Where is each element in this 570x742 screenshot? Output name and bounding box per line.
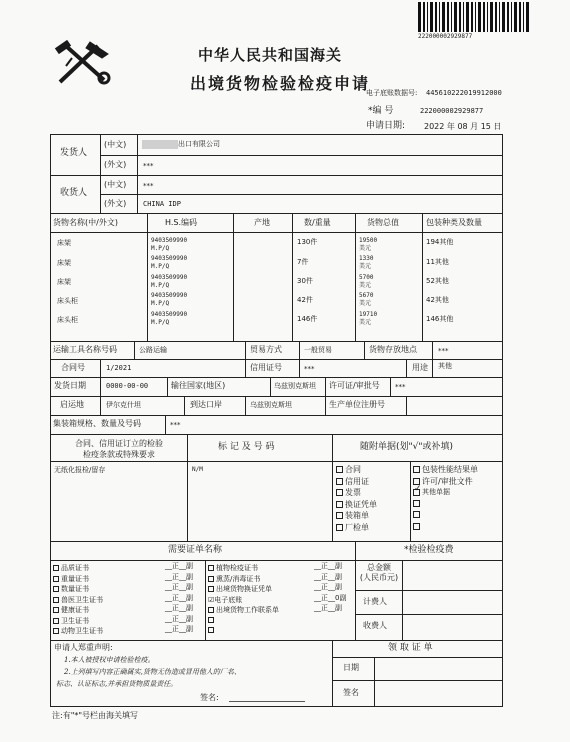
goods-name: 床架 (57, 239, 71, 247)
goods-header-origin: 产地 (254, 218, 270, 227)
doc-label: 其他单据 (422, 488, 450, 496)
cert-label: 重量证书 (61, 574, 89, 583)
goods-pack: 11其他 (426, 258, 449, 266)
doc-label: 装箱单 (345, 511, 369, 520)
dest-country-value: 乌兹别克斯坦 (274, 382, 316, 390)
doc-label: 发票 (345, 488, 361, 497)
container-value: *** (170, 421, 181, 429)
goods-header-value: 货物总值 (367, 218, 399, 227)
sign-label: 签名: (200, 693, 219, 702)
cert-item[interactable] (53, 626, 203, 637)
cert-item[interactable] (208, 626, 354, 637)
fee-header: *检验检疫费 (404, 545, 454, 555)
lc-value: *** (304, 365, 315, 373)
goods-pack: 52其他 (426, 277, 449, 285)
copy-count: __正__副 (314, 583, 342, 591)
goods-header-hs: H.S.编码 (165, 218, 198, 227)
copy-count: __正__副 (314, 562, 342, 570)
copy-count: __正__副 (165, 604, 193, 612)
cert-label: 健康证书 (61, 606, 89, 614)
e-data-no: 445610222019912000 (426, 89, 502, 97)
doc-label: 厂检单 (345, 522, 369, 532)
goods-name: 床头柜 (57, 316, 78, 324)
terms-col3-label: 随附单据(划"√"或补填) (360, 442, 454, 452)
doc-item[interactable] (336, 464, 408, 476)
goods-header-pack: 包装种类及数量 (426, 218, 482, 227)
doc-item[interactable] (336, 487, 408, 499)
transport-tool-value: 公路运输 (139, 346, 167, 354)
goods-name: 床架 (57, 259, 71, 267)
goods-value: 5700 (359, 274, 374, 281)
doc-item[interactable] (336, 499, 408, 511)
terms-col2-value: N/M (192, 466, 203, 473)
consignee-cn-label: (中文) (104, 180, 127, 189)
ship-date-label: 发货日期 (54, 381, 86, 390)
goods-hs: 9403509990 (151, 292, 188, 299)
checkbox[interactable] (208, 565, 214, 571)
cert-item[interactable] (208, 584, 354, 595)
doc-label: 合同 (345, 465, 361, 474)
cert-item[interactable] (53, 563, 203, 574)
doc-item[interactable] (413, 464, 501, 476)
certificates-header: 需要证单名称 (168, 545, 223, 555)
use-value: 其他 (438, 362, 452, 370)
goods-currency: 美元 (359, 282, 372, 289)
depart-value: 伊尔克什坦 (106, 401, 141, 409)
terms-col2-label: 标 记 及 号 码 (218, 442, 275, 452)
copy-count: __正__副 (165, 572, 193, 581)
serial-no: 222000002929877 (420, 107, 484, 115)
consignee-en-value: CHINA IDP (143, 200, 181, 208)
checkbox[interactable] (336, 466, 343, 473)
shipper-label: 发货人 (60, 148, 88, 158)
redacted-block (142, 140, 178, 149)
checkbox[interactable] (208, 586, 214, 592)
shipper-en-label: (外文) (104, 160, 127, 169)
goods-currency: 美元 (359, 245, 372, 252)
doc-item[interactable] (413, 476, 501, 488)
consignee-en-label: (外文) (104, 199, 127, 208)
cert-label: 数量证书 (61, 585, 89, 593)
shipper-cn-label: (中文) (104, 140, 127, 149)
goods-hs-sub: M.P/Q (151, 282, 170, 289)
goods-hs: 9403509990 (151, 311, 188, 318)
cert-label: 熏蒸/消毒证书 (216, 574, 261, 583)
goods-hs-sub: M.P/Q (151, 245, 170, 252)
goods-hs: 9403509990 (151, 237, 188, 244)
checkbox[interactable] (53, 618, 59, 624)
dest-country-label: 输往国家(地区) (171, 381, 226, 390)
date-label: 申请日期: (366, 121, 406, 131)
copy-count: __正__副 (165, 583, 193, 591)
doc-item[interactable] (413, 510, 501, 522)
receive-date-label: 日期 (343, 663, 359, 672)
doc-item[interactable] (336, 522, 408, 534)
declaration-title: 申请人郑重声明: (54, 643, 113, 652)
goods-qty: 146件 (297, 315, 318, 323)
docs-list-right (413, 464, 501, 533)
e-data-no-label: 电子底账数据号: (366, 89, 418, 97)
date-value: 2022 年 08 月 15 日 (424, 122, 502, 131)
cert-label: 出境货物换证凭单 (216, 585, 272, 593)
certs-left (53, 563, 203, 637)
depart-label: 启运地 (60, 400, 84, 409)
cert-label: 出境货物工作联系单 (216, 606, 279, 614)
ship-date-value: 0000-00-00 (106, 382, 149, 390)
declaration-line1: 1.本人被授权申请检验检疫。 (64, 656, 155, 664)
calc-person-label: 计费人 (363, 597, 387, 606)
doc-label: 信用证 (345, 476, 369, 486)
checkbox[interactable] (336, 524, 343, 531)
goods-hs-sub: M.P/Q (151, 300, 170, 307)
arrive-label: 到达口岸 (190, 400, 222, 409)
producer-label: 生产单位注册号 (329, 400, 385, 409)
goods-hs: 9403509990 (151, 274, 188, 281)
doc-label: 包装性能结果单 (422, 465, 478, 474)
goods-qty: 130件 (297, 238, 318, 246)
contract-label: 合同号 (61, 363, 85, 372)
total-amount-label: 总金额 (人民币元) (359, 563, 399, 582)
check-mark-icon: ✓ (414, 484, 422, 494)
storage-label: 货物存放地点 (369, 345, 417, 354)
doc-item[interactable] (413, 522, 501, 534)
checkbox[interactable] (413, 466, 420, 473)
container-label: 集装箱规格、数量及号码 (53, 419, 141, 428)
checkbox[interactable] (336, 512, 343, 519)
goods-currency: 美元 (359, 319, 372, 326)
goods-pack: 194其他 (426, 238, 454, 246)
storage-value: *** (438, 347, 449, 355)
contract-value: 1/2021 (106, 364, 132, 372)
goods-name: 床架 (57, 278, 71, 286)
consignee-label: 收货人 (60, 188, 88, 198)
doc-item[interactable] (336, 476, 408, 488)
checkbox[interactable] (336, 489, 343, 496)
goods-header-qty: 数/重量 (304, 218, 331, 227)
goods-name: 床头柜 (57, 297, 78, 305)
goods-currency: 美元 (359, 300, 372, 307)
checkbox[interactable] (208, 617, 214, 623)
terms-col1-label: 合同、信用证订立的检验 检疫条款或特殊要求 (75, 439, 163, 459)
terms-col1-value: 无纸化报检/留存 (54, 466, 106, 474)
checkbox[interactable] (336, 501, 343, 508)
shipper-cn-value: 出口有限公司 (178, 140, 220, 148)
collect-person-label: 收费人 (363, 621, 387, 630)
cert-item[interactable] (53, 605, 203, 616)
copy-count: __正__副 (165, 625, 193, 633)
cert-label: ☑电子底账 (208, 595, 243, 604)
transport-tool-label: 运输工具名称号码 (53, 345, 117, 354)
goods-value: 1330 (359, 255, 374, 262)
goods-hs-sub: M.P/Q (151, 263, 170, 270)
arrive-value: 乌兹别克斯坦 (250, 401, 292, 409)
page-title: 中华人民共和国海关 (198, 46, 343, 64)
page-subtitle: 出境货物检验检疫申请 (190, 74, 371, 93)
doc-item[interactable] (413, 484, 501, 499)
goods-qty: 7件 (297, 258, 309, 266)
permit-value: *** (395, 383, 406, 391)
cert-item[interactable] (208, 616, 354, 627)
checkbox[interactable] (208, 627, 214, 633)
checkbox[interactable] (53, 565, 59, 571)
trade-label: 贸易方式 (250, 345, 282, 354)
trade-value: 一般贸易 (304, 346, 332, 354)
copy-count: __正__0副 (314, 593, 347, 602)
checkbox[interactable] (336, 478, 343, 485)
checkbox[interactable] (53, 586, 59, 592)
goods-value: 5670 (359, 292, 374, 299)
cert-label: 动物卫生证书 (61, 627, 103, 635)
copy-count: __正__副 (314, 572, 342, 581)
checkbox[interactable] (53, 576, 59, 582)
copy-count: __正__副 (165, 593, 193, 602)
checkbox[interactable] (413, 523, 420, 530)
cert-label: 植物检疫证书 (216, 564, 258, 572)
goods-value: 19500 (359, 237, 378, 244)
goods-qty: 30件 (297, 277, 313, 285)
checkbox[interactable] (53, 628, 59, 634)
copy-count: __正__副 (165, 562, 193, 570)
barcode-number: 222000002929877 (418, 33, 473, 40)
doc-label: 换证凭单 (345, 499, 377, 509)
use-label: 用途 (412, 363, 428, 372)
shipper-en-value: *** (143, 162, 154, 170)
consignee-cn-value: *** (143, 182, 154, 190)
goods-pack: 146其他 (426, 315, 454, 323)
doc-label: 许可/审批文件 (422, 476, 473, 486)
permit-label: 许可证/审批号 (329, 381, 380, 390)
checkbox[interactable] (413, 511, 420, 518)
goods-hs: 9403509990 (151, 255, 188, 262)
checkbox[interactable] (53, 607, 59, 613)
declaration-line2: 2.上列填写内容正确属实,货物无伪造或冒用他人的厂名、 (64, 668, 241, 676)
serial-label: *编 号 (368, 106, 394, 116)
footer-note: 注:有"*"号栏由海关填写 (52, 711, 139, 720)
cert-item[interactable] (208, 563, 354, 574)
goods-value: 19710 (359, 311, 378, 318)
checkbox[interactable] (53, 597, 59, 603)
cert-item[interactable] (53, 584, 203, 595)
docs-list-left (336, 464, 408, 533)
certs-right (208, 563, 354, 637)
receive-sign-label: 签名 (343, 688, 359, 697)
goods-pack: 42其他 (426, 296, 449, 304)
cert-label: 品质证书 (61, 564, 89, 572)
checkbox[interactable] (413, 500, 420, 507)
copy-count: __正__副 (314, 604, 342, 612)
doc-item[interactable] (336, 510, 408, 522)
doc-item[interactable] (413, 499, 501, 511)
receive-cert-label: 领 取 证 单 (388, 643, 433, 653)
checkbox[interactable] (208, 576, 214, 582)
cert-label: 兽医卫生证书 (61, 595, 103, 604)
lc-label: 信用证号 (250, 363, 282, 372)
cert-label: 卫生证书 (61, 616, 89, 625)
checkbox[interactable] (208, 607, 214, 613)
goods-hs-sub: M.P/Q (151, 319, 170, 326)
goods-qty: 42件 (297, 296, 313, 304)
copy-count: __正__副 (165, 614, 193, 623)
goods-header-name: 货物名称(中/外文) (53, 218, 118, 227)
declaration-line3: 标志、认证标志,并承担货物质量责任。 (56, 680, 178, 688)
goods-currency: 美元 (359, 263, 372, 270)
cert-item[interactable] (208, 605, 354, 616)
